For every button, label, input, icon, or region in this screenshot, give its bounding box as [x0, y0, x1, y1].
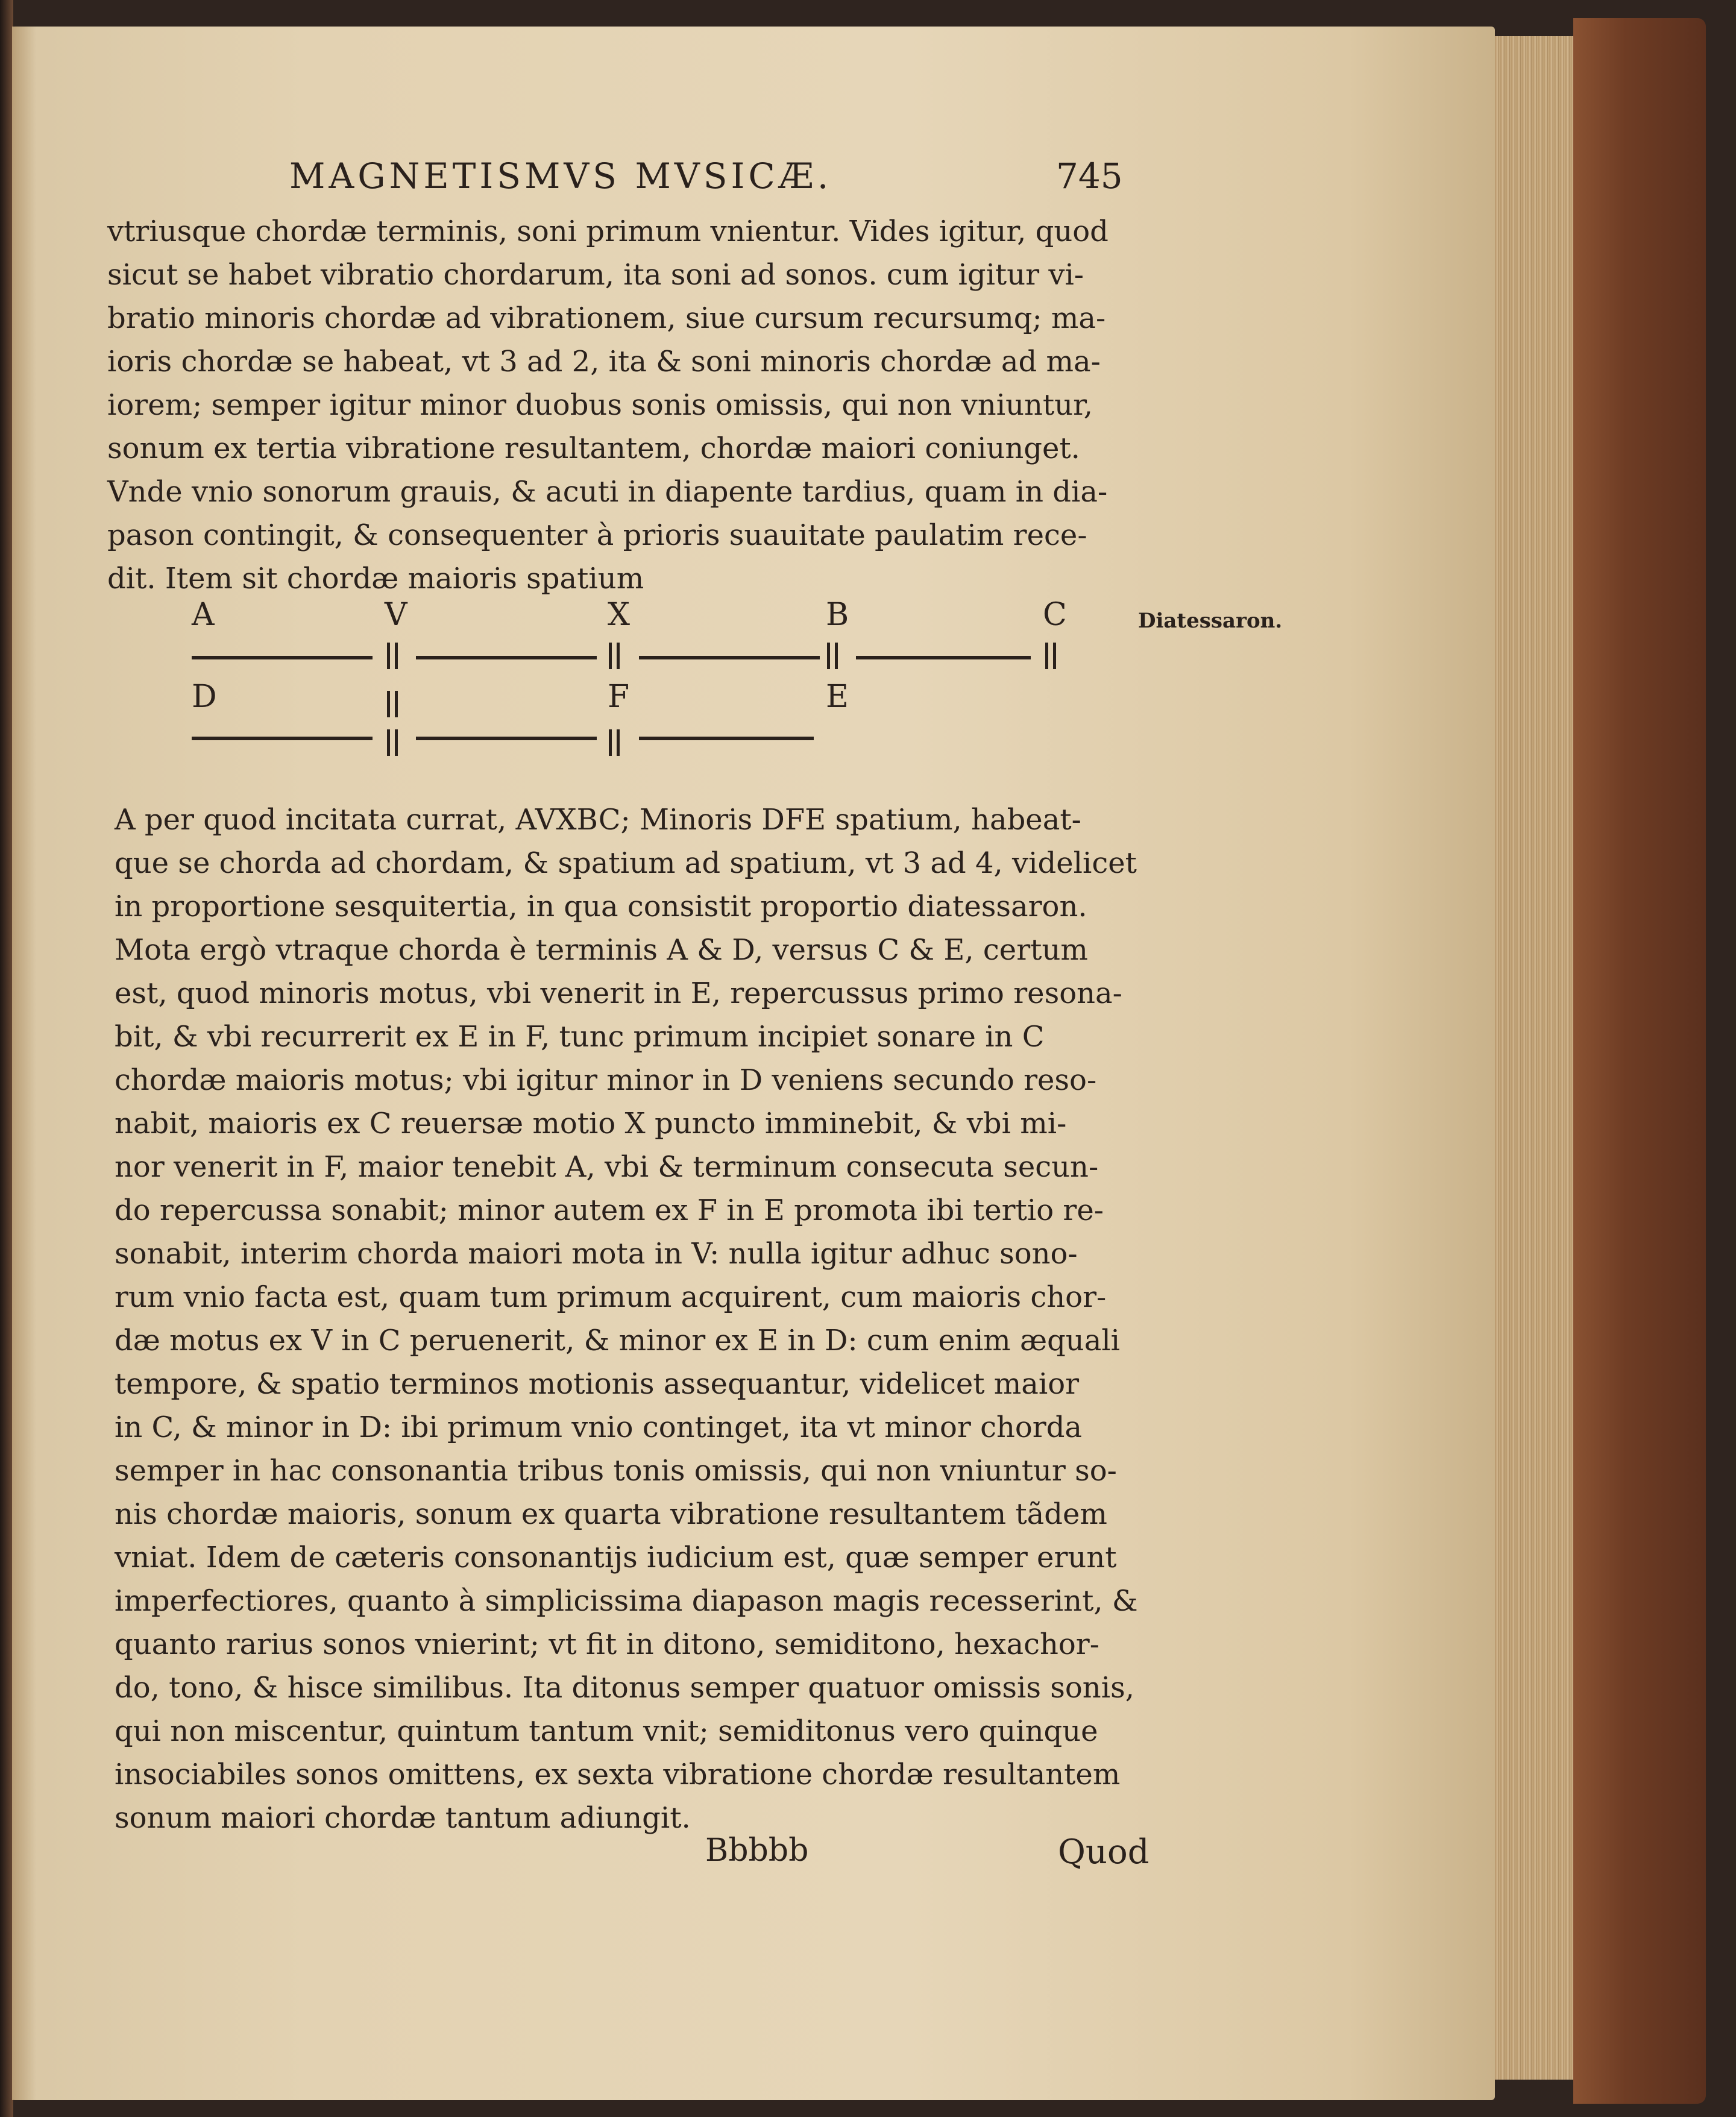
- text-line: sonum maiori chordæ tantum adiungit.: [115, 1801, 691, 1835]
- page-stack-edge: [1483, 36, 1573, 2080]
- text-line: semper in hac consonantia tribus tonis omissis, qui non vniuntur so-: [115, 1454, 1117, 1488]
- diagram-label-e: E: [826, 679, 849, 715]
- diagram-rule: [416, 737, 597, 740]
- diagram-rule: [639, 737, 814, 740]
- text-line: bratio minoris chordæ ad vibrationem, siue cursum recursumq; ma-: [107, 301, 1106, 335]
- text-line: do repercussa sonabit; minor autem ex F in E promota ibi tertio re-: [115, 1194, 1104, 1227]
- diagram-rule: [416, 656, 597, 659]
- diagram-label-c: C: [1043, 597, 1067, 633]
- diagram-label-b: B: [826, 597, 849, 633]
- text-line: pason contingit, & consequenter à prioris suauitate paulatim rece-: [107, 518, 1087, 552]
- text-line: in C, & minor in D: ibi primum vnio continget, ita vt minor chorda: [115, 1411, 1083, 1444]
- text-line: nor venerit in F, maior tenebit A, vbi & terminum consecuta secun-: [115, 1150, 1099, 1184]
- text-line: nis chordæ maioris, sonum ex quarta vibratione resultantem tãdem: [115, 1497, 1107, 1531]
- book-cover: [1573, 18, 1706, 2104]
- text-line: rum vnio facta est, quam tum primum acquirent, cum maioris chor-: [115, 1280, 1107, 1314]
- signature-mark: Bbbbb: [705, 1832, 809, 1869]
- text-line: ioris chordæ se habeat, vt 3 ad 2, ita & soni minoris chordæ ad ma-: [107, 345, 1101, 379]
- text-line: nabit, maioris ex C reuersæ motio X puncto imminebit, & vbi mi-: [115, 1107, 1067, 1140]
- text-line: A per quod incitata currat, AVXBC; Minoris DFE spatium, habeat-: [115, 803, 1081, 837]
- text-line: quanto rarius sonos vnierint; vt fit in ditono, semiditono, hexachor-: [115, 1628, 1099, 1661]
- diagram-label-v: V: [385, 597, 407, 633]
- text-line: dit. Item sit chordæ maioris spatium: [107, 562, 644, 596]
- text-line: chordæ maioris motus; vbi igitur minor in D veniens secundo reso-: [115, 1063, 1097, 1097]
- diagram-label-f: F: [608, 679, 630, 715]
- text-line: sonum ex tertia vibratione resultantem, chordæ maiori coniunget.: [107, 432, 1080, 465]
- diagram-tick: [387, 691, 398, 717]
- text-line: bit, & vbi recurrerit ex E in F, tunc primum incipiet sonare in C: [115, 1020, 1045, 1054]
- diagram-rule: [192, 656, 373, 659]
- diagram-tick: [609, 729, 620, 756]
- catchword: Quod: [1058, 1832, 1149, 1872]
- text-line: sicut se habet vibratio chordarum, ita soni ad sonos. cum igitur vi-: [107, 258, 1084, 292]
- text-line: est, quod minoris motus, vbi venerit in E, repercussus primo resona-: [115, 977, 1122, 1010]
- running-head: MAGNETISMVS MVSICÆ.: [289, 156, 832, 197]
- diagram-tick: [1045, 643, 1056, 669]
- text-line: in proportione sesquitertia, in qua consistit proportio diatessaron.: [115, 890, 1087, 923]
- facing-page-edge: [0, 0, 13, 2117]
- text-line: vniat. Idem de cæteris consonantijs iudicium est, quæ semper erunt: [115, 1541, 1117, 1574]
- text-line: imperfectiores, quanto à simplicissima diapason magis recesserint, &: [115, 1584, 1138, 1618]
- text-line: tempore, & spatio terminos motionis assequantur, videlicet maior: [115, 1367, 1080, 1401]
- diagram-label-a: A: [192, 597, 215, 633]
- page-number: 745: [1056, 156, 1123, 197]
- text-line: sonabit, interim chorda maiori mota in V: nulla igitur adhuc sono-: [115, 1237, 1078, 1271]
- text-line: Mota ergò vtraque chorda è terminis A & D, versus C & E, certum: [115, 933, 1088, 967]
- text-line: qui non miscentur, quintum tantum vnit; semiditonus vero quinque: [115, 1714, 1098, 1748]
- diagram-rule: [192, 737, 373, 740]
- text-line: insociabiles sonos omittens, ex sexta vibratione chordæ resultantem: [115, 1758, 1121, 1791]
- text-line: que se chorda ad chordam, & spatium ad spatium, vt 3 ad 4, videlicet: [115, 846, 1137, 880]
- diagram-rule: [639, 656, 820, 659]
- diagram-rule: [856, 656, 1031, 659]
- text-line: dæ motus ex V in C peruenerit, & minor ex E in D: cum enim æquali: [115, 1324, 1121, 1357]
- diagram-label-d: D: [192, 679, 217, 715]
- diagram-label-x: X: [608, 597, 631, 633]
- diagram-tick: [827, 643, 838, 669]
- diagram-tick: [387, 643, 398, 669]
- text-line: vtriusque chordæ terminis, soni primum vnientur. Vides igitur, quod: [107, 215, 1109, 248]
- text-line: Vnde vnio sonorum grauis, & acuti in diapente tardius, quam in dia-: [107, 475, 1108, 509]
- text-line: do, tono, & hisce similibus. Ita ditonus semper quatuor omissis sonis,: [115, 1671, 1134, 1705]
- marginal-note: Diatessaron.: [1138, 609, 1283, 633]
- diagram-tick: [387, 729, 398, 756]
- diagram-tick: [609, 643, 620, 669]
- text-line: iorem; semper igitur minor duobus sonis omissis, qui non vniuntur,: [107, 388, 1093, 422]
